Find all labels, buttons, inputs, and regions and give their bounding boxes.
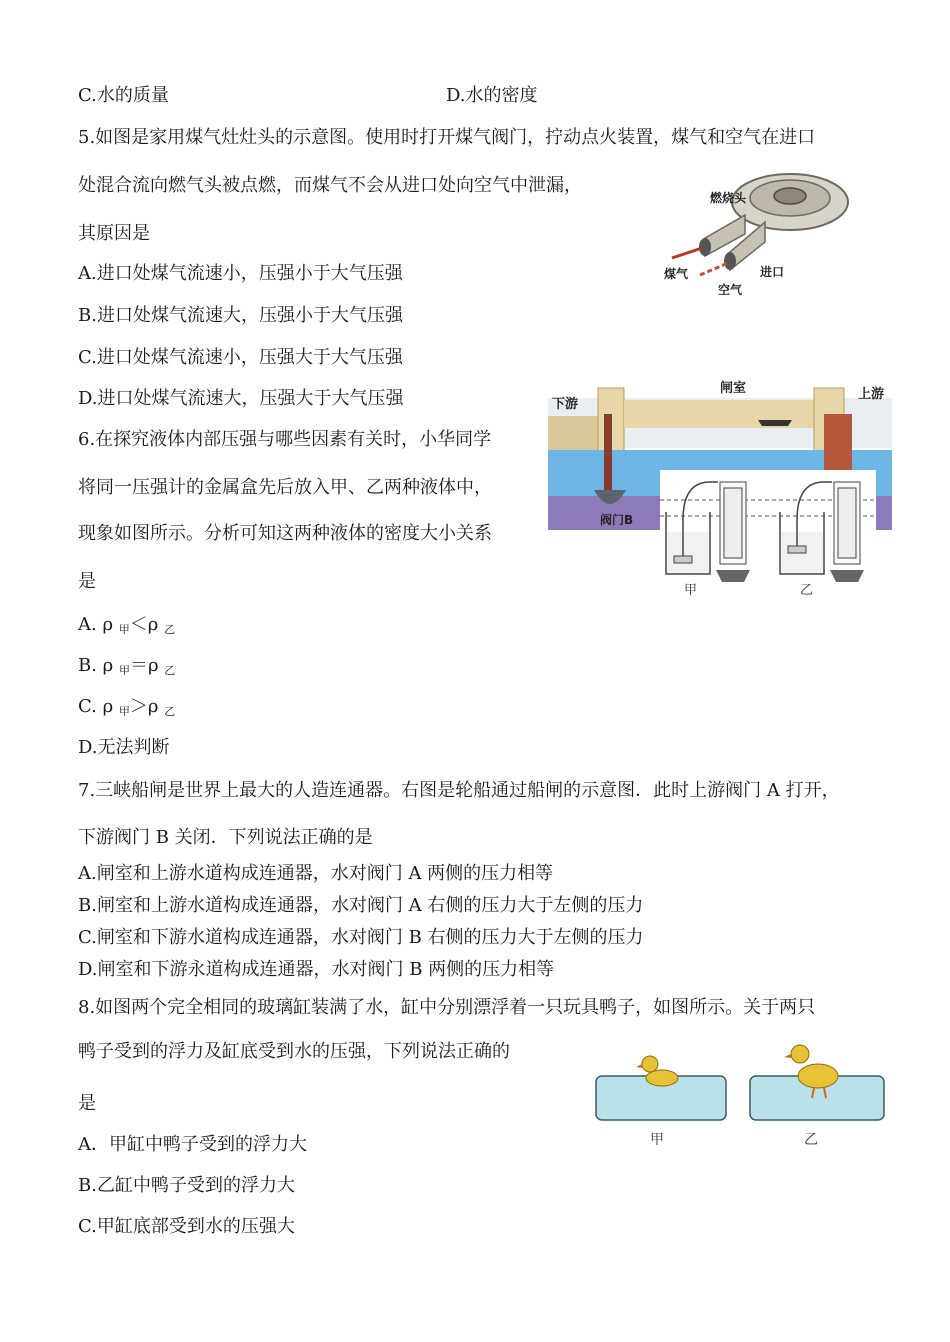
q6-option-b: B. ρ $_甲$＝ρ $_乙$	[78, 655, 176, 677]
burner-label: 燃烧头	[710, 191, 747, 205]
q7-stem-line2: 下游阀门 B 关闭．下列说法正确的是	[78, 827, 373, 848]
q6-option-a: A. ρ $_甲$＜ρ $_乙$	[78, 614, 176, 636]
q4-option-d: D.水的密度	[446, 85, 538, 106]
gauge-yi-label: 乙	[800, 583, 814, 598]
q6-option-c: C. ρ $_甲$＞ρ $_乙$	[78, 696, 176, 718]
gauge-jia-label: 甲	[684, 583, 698, 598]
upstream-label: 上游	[858, 387, 885, 402]
downstream-label: 下游	[552, 397, 579, 412]
gas-label: 煤气	[664, 267, 689, 281]
q7-option-d: D.闸室和下游永道构成连通器，水对阀门 B 两侧的压力相等	[78, 959, 555, 980]
duck-tanks-figure	[594, 1036, 894, 1152]
q5-option-b: B.进口处煤气流速大，压强小于大气压强	[78, 305, 403, 326]
q6-option-d: D.无法判断	[78, 737, 170, 758]
tank-jia-label: 甲	[650, 1132, 664, 1148]
inlet-label: 进口	[760, 265, 785, 279]
q8-option-c: C.甲缸底部受到水的压强大	[78, 1216, 295, 1237]
q5-option-d: D.进口处煤气流速大，压强大于大气压强	[78, 388, 404, 409]
q8-stem-line1: 8.如图两个完全相同的玻璃缸装满了水，缸中分别漂浮着一只玩具鸭子，如图所示。关于两只	[78, 997, 816, 1018]
q7-option-b: B.闸室和上游水道构成连通器，水对阀门 A 右侧的压力大于左侧的压力	[78, 895, 644, 916]
q8-option-b: B.乙缸中鸭子受到的浮力大	[78, 1175, 295, 1196]
chamber-label: 闸室	[720, 381, 747, 396]
q8-option-a: A．甲缸中鸭子受到的浮力大	[78, 1134, 307, 1155]
q8-stem-line2: 鸭子受到的浮力及缸底受到水的压强，下列说法正确的	[78, 1041, 510, 1062]
q6-stem-line2: 将同一压强计的金属盒先后放入甲、乙两种液体中，	[78, 477, 492, 498]
q5-option-a: A.进口处煤气流速小，压强小于大气压强	[78, 263, 403, 284]
q5-stem-line1: 5.如图是家用煤气灶灶头的示意图。使用时打开煤气阀门，拧动点火装置，煤气和空气在进口	[78, 127, 816, 148]
q6-stem-line1: 6.在探究液体内部压强与哪些因素有关时，小华同学	[78, 429, 492, 450]
q4-option-c: C.水的质量	[78, 85, 169, 106]
q8-stem-line3: 是	[78, 1093, 96, 1114]
q7-option-c: C.闸室和下游水道构成连通器，水对阀门 B 右侧的压力大于左侧的压力	[78, 927, 644, 948]
q6-stem-line3: 现象如图所示。分析可知这两种液体的密度大小关系	[78, 523, 492, 544]
gas-burner-figure	[650, 160, 860, 300]
air-label: 空气	[718, 283, 743, 297]
q7-stem-line1: 7.三峡船闸是世界上最大的人造连通器。右图是轮船通过船闸的示意图．此时上游阀门 A 打开，	[78, 780, 840, 801]
tank-yi-label: 乙	[804, 1132, 818, 1148]
q5-option-c: C.进口处煤气流速小，压强大于大气压强	[78, 347, 403, 368]
q7-option-a: A.闸室和上游水道构成连通器，水对阀门 A 两侧的压力相等	[78, 863, 554, 884]
q5-stem-line2: 处混合流向燃气头被点燃，而煤气不会从进口处向空气中泄漏，	[78, 175, 582, 196]
pressure-gauge-figure	[660, 470, 876, 600]
q6-stem-line4: 是	[78, 571, 96, 592]
valve-b-label: 阀门B	[600, 513, 634, 527]
q5-stem-line3: 其原因是	[78, 223, 150, 244]
